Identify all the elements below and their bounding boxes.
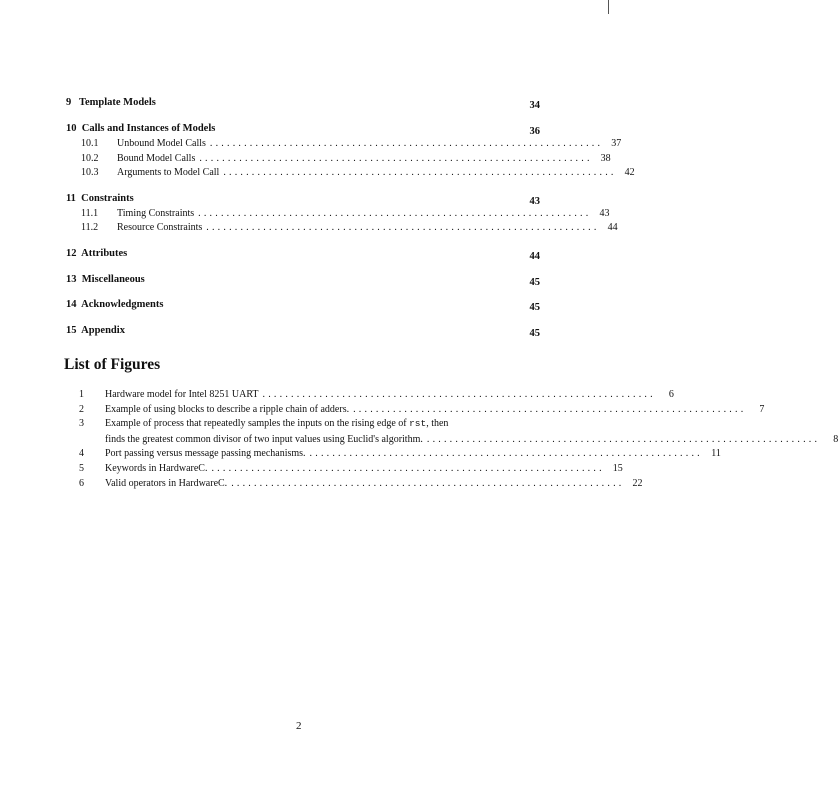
section-number: 9: [66, 97, 72, 108]
figure-page: 6: [668, 389, 674, 400]
dot-leader: .....................................................................: [199, 153, 593, 164]
toc-subsection-11-2[interactable]: [81, 222, 618, 234]
toc-subsection-11-1[interactable]: [81, 208, 610, 220]
figure-number: 6: [79, 478, 84, 489]
subsection-page: 44: [607, 222, 618, 233]
figure-title: Example of using blocks to describe a ripple chain of adders.: [105, 404, 350, 415]
dot-leader: .....................................................................: [231, 478, 625, 489]
section-title: Template Models: [78, 97, 156, 108]
figure-page: 22: [632, 478, 643, 489]
figure-title-line2: finds the greatest common divisor of two input values using Euclid's algorithm.: [105, 434, 423, 445]
subsection-title: Resource Constraints: [117, 222, 203, 233]
code-identifier: rst: [409, 418, 427, 429]
subsection-page: 42: [624, 167, 635, 178]
toc-section-14[interactable]: [66, 298, 540, 311]
subsection-number: 10.3: [81, 167, 99, 178]
section-number: 10: [66, 123, 77, 134]
figure-page: 8: [833, 434, 838, 445]
figure-title-text: Example of process that repeatedly samples the inputs on the rising edge of: [105, 418, 407, 429]
dot-leader: .....................................................................: [353, 404, 747, 415]
section-title: Constraints: [81, 193, 134, 204]
figure-number: 1: [79, 389, 84, 400]
dot-leader: .....................................................................: [209, 138, 604, 149]
dot-leader: .....................................................................: [211, 463, 605, 474]
toc-section-13[interactable]: [66, 273, 540, 286]
page-number: 2: [296, 720, 302, 732]
subsection-number: 11.1: [81, 208, 99, 219]
section-number: 14: [66, 299, 77, 310]
figure-page: 11: [711, 448, 721, 459]
lof-entry-1[interactable]: [79, 389, 674, 401]
section-number: 15: [66, 325, 77, 336]
figure-number: 5: [79, 463, 84, 474]
subsection-page: 38: [600, 153, 611, 164]
figure-title: Keywords in HardwareC.: [105, 463, 208, 474]
section-title: Appendix: [81, 325, 125, 336]
figure-title: Hardware model for Intel 8251 UART: [105, 389, 259, 400]
lof-entry-4[interactable]: [79, 448, 721, 460]
section-title: Calls and Instances of Models: [81, 123, 216, 134]
list-of-figures-heading: List of Figures: [64, 356, 161, 373]
figure-page: 15: [612, 463, 623, 474]
section-page: 45: [529, 302, 540, 313]
subsection-page: 37: [611, 138, 622, 149]
lof-entry-3[interactable]: [79, 418, 540, 430]
toc-section-11[interactable]: [66, 192, 540, 205]
subsection-number: 10.2: [81, 153, 99, 164]
dot-leader: .....................................................................: [223, 167, 617, 178]
lof-entry-2[interactable]: [79, 404, 765, 416]
subsection-title: Bound Model Calls: [117, 153, 196, 164]
section-page: 43: [529, 196, 540, 207]
toc-subsection-10-3[interactable]: [81, 167, 635, 179]
figure-title: Port passing versus message passing mechanisms.: [105, 448, 306, 459]
section-page: 45: [529, 277, 540, 288]
toc-subsection-10-2[interactable]: [81, 153, 611, 165]
dot-leader: .....................................................................: [206, 222, 600, 233]
dot-leader: .....................................................................: [262, 389, 656, 400]
edge-mark: [608, 0, 609, 14]
toc-section-15[interactable]: [66, 324, 540, 337]
section-page: 44: [529, 251, 540, 262]
figure-title-text-end: , then: [426, 418, 449, 429]
section-number: 11: [66, 193, 76, 204]
dot-leader: .....................................................................: [426, 434, 821, 445]
subsection-page: 43: [599, 208, 610, 219]
section-title: Attributes: [81, 248, 128, 259]
figure-title-line1: [105, 418, 448, 430]
section-number: 13: [66, 274, 77, 285]
section-title: Miscellaneous: [81, 274, 145, 285]
dot-leader: .....................................................................: [309, 448, 703, 459]
subsection-title: Timing Constraints: [117, 208, 195, 219]
figure-number: 3: [79, 418, 84, 429]
subsection-number: 11.2: [81, 222, 99, 233]
lof-entry-3-continued[interactable]: [105, 434, 838, 446]
figure-number: 2: [79, 404, 84, 415]
toc-section-9[interactable]: [66, 96, 540, 109]
lof-entry-6[interactable]: [79, 478, 643, 490]
section-number: 12: [66, 248, 77, 259]
toc-subsection-10-1[interactable]: [81, 138, 622, 150]
subsection-number: 10.1: [81, 138, 99, 149]
section-title: Acknowledgments: [81, 299, 164, 310]
figure-number: 4: [79, 448, 84, 459]
subsection-title: Arguments to Model Call: [117, 167, 220, 178]
figure-page: 7: [759, 404, 765, 415]
section-page: 34: [529, 100, 540, 111]
subsection-title: Unbound Model Calls: [117, 138, 206, 149]
section-page: 45: [529, 328, 540, 339]
toc-section-10[interactable]: [66, 122, 540, 135]
section-page: 36: [529, 126, 540, 137]
toc-section-12[interactable]: [66, 247, 540, 260]
lof-entry-5[interactable]: [79, 463, 623, 475]
figure-title: Valid operators in HardwareC.: [105, 478, 228, 489]
dot-leader: .....................................................................: [198, 208, 592, 219]
